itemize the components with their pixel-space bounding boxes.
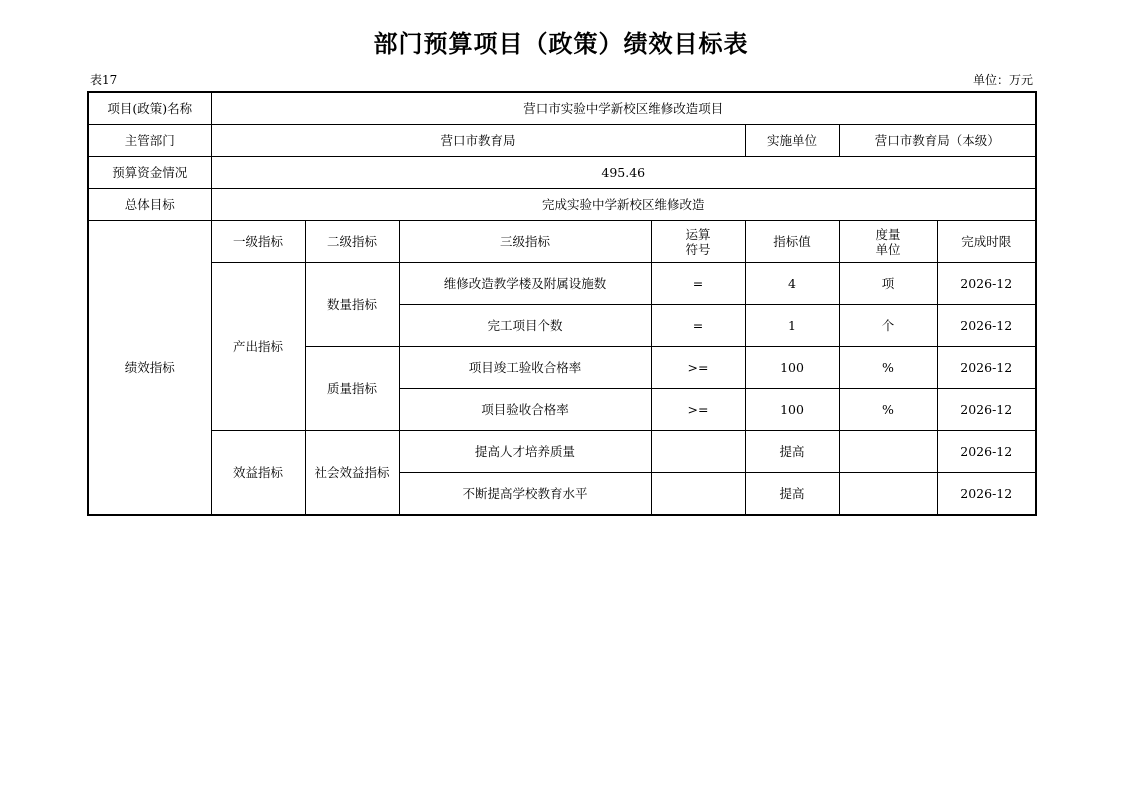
table-number: 表17 xyxy=(90,73,118,87)
table-row xyxy=(88,431,1036,473)
indicator-value: 1 xyxy=(745,305,839,347)
header-unit-line2: 单位 xyxy=(875,241,901,257)
header-unit xyxy=(839,221,937,263)
header-operator-line1: 运算 xyxy=(685,226,711,242)
indicator-deadline: 2026-12 xyxy=(937,347,1036,389)
group-benefit: 效益指标 xyxy=(211,431,305,516)
dept-value: 营口市教育局 xyxy=(211,125,745,157)
unit-label: 单位：万元 xyxy=(972,73,1033,87)
indicator-name: 不断提高学校教育水平 xyxy=(399,473,651,516)
page-title: 部门预算项目（政策）绩效目标表 xyxy=(373,30,749,58)
indicator-deadline: 2026-12 xyxy=(937,389,1036,431)
indicator-value: 100 xyxy=(745,347,839,389)
indicator-unit xyxy=(839,431,937,473)
impl-value: 营口市教育局（本级） xyxy=(839,125,1036,157)
project-name-label: 项目(政策)名称 xyxy=(88,92,211,125)
row-goal xyxy=(88,189,1036,221)
indicator-name: 项目验收合格率 xyxy=(399,389,651,431)
header-value: 指标值 xyxy=(745,221,839,263)
row-project-name xyxy=(88,92,1036,125)
budget-value: 495.46 xyxy=(211,157,1036,189)
indicator-operator xyxy=(651,431,745,473)
indicator-operator: >= xyxy=(651,347,745,389)
indicator-value: 4 xyxy=(745,263,839,305)
header-level1: 一级指标 xyxy=(211,221,305,263)
indicator-unit xyxy=(839,473,937,516)
indicator-operator: = xyxy=(651,305,745,347)
budget-label: 预算资金情况 xyxy=(88,157,211,189)
group-quantity: 数量指标 xyxy=(305,263,399,347)
indicator-unit: % xyxy=(839,389,937,431)
indicator-unit: 项 xyxy=(839,263,937,305)
header-unit-line1: 度量 xyxy=(875,226,901,242)
indicator-value: 提高 xyxy=(745,473,839,516)
indicator-name: 项目竣工验收合格率 xyxy=(399,347,651,389)
row-budget xyxy=(88,157,1036,189)
indicator-value: 100 xyxy=(745,389,839,431)
performance-target-table xyxy=(87,91,1037,516)
header-level2: 二级指标 xyxy=(305,221,399,263)
indicator-name: 提高人才培养质量 xyxy=(399,431,651,473)
indicator-name: 完工项目个数 xyxy=(399,305,651,347)
indicator-deadline: 2026-12 xyxy=(937,473,1036,516)
group-output: 产出指标 xyxy=(211,263,305,431)
header-deadline: 完成时限 xyxy=(937,221,1036,263)
row-department xyxy=(88,125,1036,157)
project-name-value: 营口市实验中学新校区维修改造项目 xyxy=(211,92,1036,125)
group-social: 社会效益指标 xyxy=(305,431,399,516)
indicator-name: 维修改造教学楼及附属设施数 xyxy=(399,263,651,305)
row-headers xyxy=(88,221,1036,263)
impl-label: 实施单位 xyxy=(745,125,839,157)
indicator-unit: % xyxy=(839,347,937,389)
indicator-operator xyxy=(651,473,745,516)
indicator-deadline: 2026-12 xyxy=(937,431,1036,473)
header-level3: 三级指标 xyxy=(399,221,651,263)
goal-label: 总体目标 xyxy=(88,189,211,221)
indicator-operator: = xyxy=(651,263,745,305)
dept-label: 主管部门 xyxy=(88,125,211,157)
header-operator-line2: 符号 xyxy=(685,241,711,257)
indicator-deadline: 2026-12 xyxy=(937,263,1036,305)
perf-label: 绩效指标 xyxy=(88,221,211,516)
indicator-value: 提高 xyxy=(745,431,839,473)
goal-value: 完成实验中学新校区维修改造 xyxy=(211,189,1036,221)
table-row xyxy=(88,263,1036,305)
indicator-unit: 个 xyxy=(839,305,937,347)
header-operator xyxy=(651,221,745,263)
indicator-deadline: 2026-12 xyxy=(937,305,1036,347)
indicator-operator: >= xyxy=(651,389,745,431)
group-quality: 质量指标 xyxy=(305,347,399,431)
